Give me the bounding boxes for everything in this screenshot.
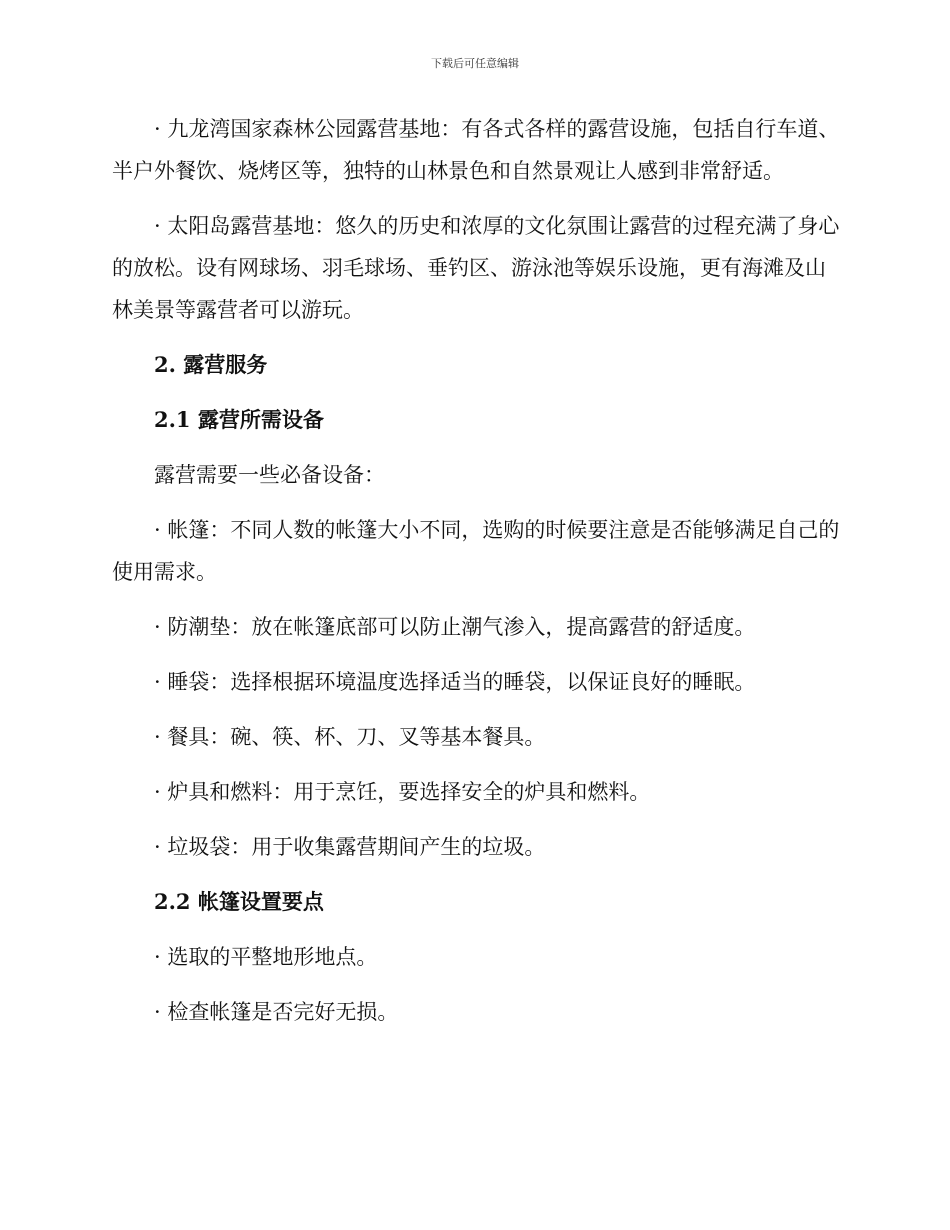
document-body (112, 108, 842, 1046)
paragraph-taiyangdao-campsite: · 太阳岛露营基地：悠久的历史和浓厚的文化氛围让露营的过程充满了身心的放松。设有网球场、羽毛球场、垂钓区、游泳池等娱乐设施，更有海滩及山林美景等露营者可以游玩。 (112, 214, 840, 322)
page-header: 下载后可任意编辑 (431, 57, 519, 70)
list-item-tableware: · 餐具：碗、筷、杯、刀、叉等基本餐具。 (154, 725, 546, 749)
list-item-flat-ground: · 选取的平整地形地点。 (154, 945, 378, 969)
paragraph-jiulongwan-campsite: · 九龙湾国家森林公园露营基地：有各式各样的露营设施，包括自行车道、半户外餐饮、烧烤区等，独特的山林景色和自然景观让人感到非常舒适。 (112, 117, 840, 183)
subsection-heading-required-equipment: 2.1 露营所需设备 (154, 407, 324, 432)
paragraph-equipment-intro: 露营需要一些必备设备： (154, 463, 385, 487)
list-item-garbage-bag: · 垃圾袋：用于收集露营期间产生的垃圾。 (154, 835, 546, 859)
list-item-stove-fuel: · 炉具和燃料：用于烹饪，要选择安全的炉具和燃料。 (154, 780, 651, 804)
list-item-tent: · 帐篷：不同人数的帐篷大小不同，选购的时候要注意是否能够满足自己的使用需求。 (112, 518, 840, 584)
list-item-check-tent: · 检查帐篷是否完好无损。 (154, 1000, 399, 1024)
subsection-heading-tent-setup: 2.2 帐篷设置要点 (154, 889, 324, 914)
section-heading-camping-services: 2. 露营服务 (154, 352, 268, 377)
list-item-moisture-pad: · 防潮垫：放在帐篷底部可以防止潮气渗入，提高露营的舒适度。 (154, 615, 756, 639)
list-item-sleeping-bag: · 睡袋：选择根据环境温度选择适当的睡袋，以保证良好的睡眠。 (154, 670, 756, 694)
